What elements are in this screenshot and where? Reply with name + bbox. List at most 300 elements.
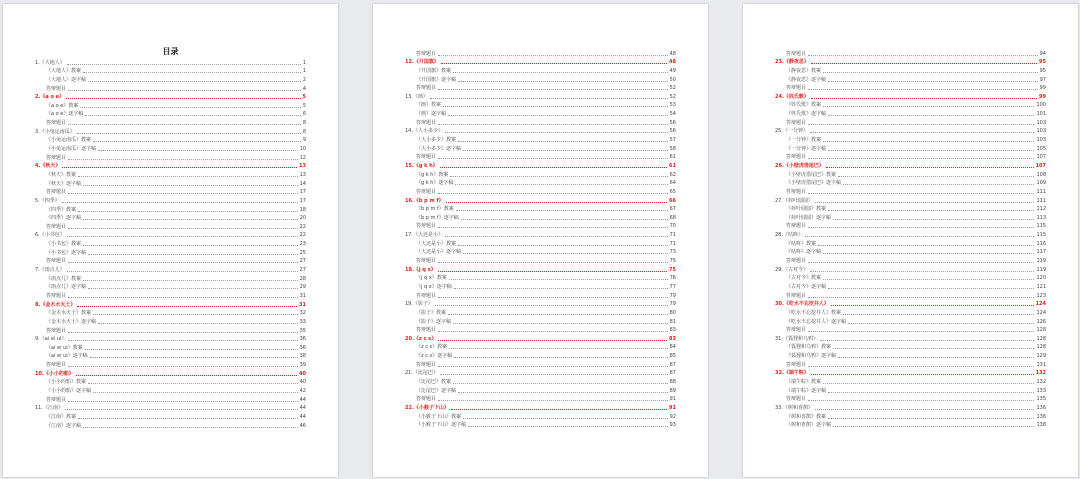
toc-entry-label: 答辩题目 [46,362,67,369]
toc-entry-label: 《升国旗》逐字稿 [416,76,457,83]
toc-sub-entry[interactable] [35,109,306,118]
toc-entry-label: 10.《小小的船》 [35,370,74,377]
toc-chapter-entry[interactable] [35,161,306,170]
toc-page-number: 131 [1036,361,1046,368]
toc-chapter-entry[interactable] [405,160,676,169]
toc-entry-label: 《a o e》教案 [46,102,79,109]
toc-entry-label: 答辩题目 [416,396,437,403]
dot-leader [831,304,1034,306]
toc-sub-entry[interactable] [775,281,1046,290]
toc-question-entry[interactable] [775,394,1046,403]
toc-page-number: 80 [669,309,676,316]
toc-entry-label: 答辩题目 [416,119,437,126]
toc-entry-label: 11.《江南》 [35,405,63,412]
toc-question-entry[interactable] [775,48,1046,57]
dot-leader [68,227,298,229]
toc-sub-entry[interactable] [35,74,306,83]
toc-question-entry[interactable] [405,48,676,57]
toc-entry-label: 答辩题目 [786,396,807,403]
toc-question-entry[interactable] [775,117,1046,126]
toc-entry-label: 20.《z c s》 [405,335,437,342]
toc-sub-entry[interactable] [405,316,676,325]
toc-sub-entry[interactable] [35,169,306,178]
toc-entry-label: 答辩题目 [46,292,67,299]
toc-sub-entry[interactable] [405,134,676,143]
dot-leader [83,279,298,281]
toc-page-number: 138 [1036,422,1046,429]
toc-question-entry[interactable] [775,255,1046,264]
dot-leader [823,140,1034,142]
toc-entry-label: 《端午粽》逐字稿 [786,387,827,394]
dot-leader [438,54,668,56]
toc-page-number: 40 [299,370,306,377]
toc-chapter-entry[interactable] [35,334,306,343]
dot-leader [808,157,1034,159]
toc-chapter-entry[interactable] [405,195,676,204]
toc-entry-label: 答辩题目 [786,292,807,299]
toc-entry-label: 《古对今》教案 [786,275,822,282]
toc-page-number: 79 [669,292,676,299]
toc-question-entry[interactable] [405,394,676,403]
toc-sub-entry[interactable] [35,316,306,325]
toc-page-number: 27 [299,267,306,274]
dot-leader [843,313,1034,315]
dot-leader [68,261,298,263]
toc-page-number: 107 [1036,154,1046,161]
dot-leader [435,304,668,306]
toc-entry-label: 《比尾巴》逐字稿 [416,387,457,394]
toc-sub-entry[interactable] [775,238,1046,247]
toc-page-number: 68 [669,214,676,221]
toc-page-number: 103 [1036,119,1046,126]
toc-question-entry[interactable] [35,359,306,368]
toc-page-number: 20 [299,215,306,222]
toc-sub-entry[interactable] [775,342,1046,351]
dot-leader [843,183,1034,185]
toc-entry-label: 《升国旗》教案 [416,67,452,74]
toc-entry-label: 《z c s》逐字稿 [416,353,453,360]
toc-question-entry[interactable] [405,117,676,126]
toc-page-number: 42 [299,387,306,394]
toc-sub-entry[interactable] [775,143,1046,152]
dot-leader [93,313,298,315]
dot-leader [83,218,298,220]
toc-sub-entry[interactable] [775,100,1046,109]
toc-sub-entry[interactable] [35,135,306,144]
toc-chapter-entry[interactable] [775,264,1046,273]
toc-question-entry[interactable] [775,221,1046,230]
toc-chapter-entry[interactable] [405,91,676,100]
toc-page-number: 9 [302,137,306,144]
toc-entry-label: 《吃水不忘挖井人》逐字稿 [786,318,847,325]
toc-chapter-entry[interactable] [775,160,1046,169]
toc-page-number: 40 [299,379,306,386]
toc-sub-entry[interactable] [775,376,1046,385]
toc-sub-entry[interactable] [775,65,1046,74]
toc-chapter-entry[interactable] [775,402,1046,411]
toc-list [405,48,676,428]
toc-page-number: 17 [299,189,306,196]
document-page-2 [373,4,708,477]
toc-chapter-entry[interactable] [405,229,676,238]
toc-entry-label: 《大小多少》教案 [416,137,457,144]
toc-sub-entry[interactable] [35,351,306,360]
toc-sub-entry[interactable] [405,212,676,221]
dot-leader [458,140,668,142]
toc-sub-entry[interactable] [775,307,1046,316]
toc-question-entry[interactable] [405,290,676,299]
toc-question-entry[interactable] [405,186,676,195]
toc-entry-label: 《吃水不忘挖井人》教案 [786,309,842,316]
toc-question-entry[interactable] [405,255,676,264]
toc-page-number: 61 [669,162,676,169]
toc-entry-label: 《小兔运南瓜》逐字稿 [46,146,97,153]
toc-entry-label: 24.《姓氏歌》 [775,93,809,100]
toc-page-number: 14 [299,180,306,187]
toc-sub-entry[interactable] [775,108,1046,117]
toc-entry-label: 25.《一分钟》 [775,128,808,135]
toc-sub-entry[interactable] [35,308,306,317]
toc-entry-label: 《ai ei ui》教案 [46,344,83,351]
toc-sub-entry[interactable] [405,411,676,420]
dot-leader [445,235,668,237]
toc-question-entry[interactable] [775,290,1046,299]
toc-question-entry[interactable] [35,187,306,196]
toc-entry-label: 《荷叶圆圆》逐字稿 [786,214,832,221]
toc-chapter-entry[interactable] [35,368,306,377]
toc-sub-entry[interactable] [405,376,676,385]
dot-leader [438,365,668,367]
toc-chapter-entry[interactable] [775,195,1046,204]
toc-sub-entry[interactable] [35,411,306,420]
dot-leader [68,339,297,341]
toc-sub-entry[interactable] [405,273,676,282]
toc-page-number: 75 [669,258,676,265]
toc-sub-entry[interactable] [405,100,676,109]
toc-entry-label: 《咕咚》逐字稿 [786,249,822,256]
toc-chapter-entry[interactable] [405,126,676,135]
toc-question-entry[interactable] [35,221,306,230]
toc-entry-label: 《小小的船》逐字稿 [46,387,92,394]
dot-leader [823,105,1034,107]
toc-question-entry[interactable] [405,152,676,161]
toc-sub-entry[interactable] [775,169,1046,178]
dot-leader [808,123,1034,125]
toc-question-entry[interactable] [35,290,306,299]
toc-chapter-entry[interactable] [775,126,1046,135]
toc-entry-label: 《小猴子下山》逐字稿 [416,422,467,429]
toc-page-number: 6 [302,111,306,118]
toc-sub-entry[interactable] [35,178,306,187]
toc-sub-entry[interactable] [405,385,676,394]
dot-leader [828,209,1034,211]
toc-entry-label: 答辩题目 [416,50,437,57]
toc-chapter-entry[interactable] [775,299,1046,308]
toc-question-entry[interactable] [35,325,306,334]
dot-leader [430,97,668,99]
toc-question-entry[interactable] [775,186,1046,195]
toc-sub-entry[interactable] [405,238,676,247]
toc-sub-entry[interactable] [35,143,306,152]
toc-sub-entry[interactable] [35,282,306,291]
toc-sub-entry[interactable] [775,350,1046,359]
toc-entry-label: 17.《大还是小》 [405,232,443,239]
toc-sub-entry[interactable] [405,143,676,152]
toc-entry-label: 答辩题目 [416,223,437,230]
toc-question-entry[interactable] [35,83,306,92]
toc-page-number: 129 [1036,353,1046,360]
toc-chapter-entry[interactable] [775,333,1046,342]
toc-entry-label: 《静夜思》逐字稿 [786,76,827,83]
dot-leader [450,175,667,177]
toc-page-number: 84 [669,344,676,351]
toc-chapter-entry[interactable] [775,368,1046,377]
toc-sub-entry[interactable] [775,420,1046,429]
toc-sub-entry[interactable] [405,108,676,117]
dot-leader [823,278,1034,280]
toc-question-entry[interactable] [775,359,1046,368]
dot-leader [62,201,298,203]
toc-sub-entry[interactable] [405,350,676,359]
toc-chapter-entry[interactable] [405,299,676,308]
dot-leader [808,261,1034,263]
toc-page-number: 92 [669,413,676,420]
toc-page-number: 29 [299,284,306,291]
toc-page-number: 115 [1036,232,1046,239]
toc-entry-label: 《四季》逐字稿 [46,215,82,222]
dot-leader [808,226,1034,228]
toc-sub-entry[interactable] [775,273,1046,282]
toc-entry-label: 《咕咚》教案 [786,240,817,247]
toc-entry-label: 答辩题目 [786,85,807,92]
dot-leader [93,140,301,142]
toc-question-entry[interactable] [405,83,676,92]
dot-leader [828,417,1034,419]
toc-chapter-entry[interactable] [35,264,306,273]
dot-leader [808,365,1034,367]
toc-question-entry[interactable] [775,325,1046,334]
toc-page-number: 44 [299,413,306,420]
toc-page-number: 48 [669,50,676,57]
toc-sub-entry[interactable] [775,411,1046,420]
toc-sub-entry[interactable] [405,247,676,256]
dot-leader [454,287,668,289]
toc-entry-label: 《ai ei ui》逐字稿 [46,353,88,360]
dot-leader [83,426,298,428]
toc-page-number: 58 [669,145,676,152]
dot-leader [455,183,667,185]
dot-leader [828,149,1034,151]
dot-leader [823,252,1034,254]
toc-page-number: 107 [1035,162,1046,169]
toc-chapter-entry[interactable] [35,57,306,66]
toc-chapter-entry[interactable] [405,333,676,342]
dot-leader [463,417,668,419]
toc-entry-label: 28.《咕咚》 [775,232,803,239]
toc-chapter-entry[interactable] [35,299,306,308]
toc-sub-entry[interactable] [35,100,306,109]
dot-leader [85,348,298,350]
dot-leader [453,71,668,73]
dot-leader [838,175,1034,177]
dot-leader [67,63,301,65]
toc-sub-entry[interactable] [405,169,676,178]
dot-leader [90,356,298,358]
toc-entry-label: 2.《a o e》 [35,94,65,101]
toc-entry-label: 《金木水火土》逐字稿 [46,318,97,325]
toc-page-number: 124 [1035,301,1046,308]
toc-page-number: 73 [669,249,676,256]
toc-question-entry[interactable] [35,152,306,161]
toc-sub-entry[interactable] [35,247,306,256]
toc-sub-entry[interactable] [35,385,306,394]
toc-entry-label: 答辩题目 [46,154,67,161]
toc-entry-label: 答辩题目 [416,258,437,265]
toc-page-number: 5 [302,102,306,109]
dot-leader [443,105,668,107]
toc-page-number: 8 [302,128,306,135]
toc-entry-label: 《大地人》逐字稿 [46,76,87,83]
toc-entry-label: 答辩题目 [46,396,67,403]
toc-entry-label: 答辩题目 [416,154,437,161]
toc-entry-label: 13.《画》 [405,93,428,100]
toc-question-entry[interactable] [405,221,676,230]
toc-page-number: 50 [669,76,676,83]
toc-entry-label: 14.《大小多少》 [405,128,443,135]
toc-entry-label: 《小壁虎借尾巴》教案 [786,171,837,178]
toc-entry-label: 答辩题目 [46,258,67,265]
toc-chapter-entry[interactable] [405,368,676,377]
toc-page-number: 83 [669,327,676,334]
toc-sub-entry[interactable] [405,74,676,83]
toc-page-number: 119 [1036,266,1046,273]
toc-page-number: 66 [669,197,676,204]
toc-chapter-entry[interactable] [775,57,1046,66]
toc-chapter-entry[interactable] [35,92,306,101]
toc-question-entry[interactable] [405,325,676,334]
toc-entry-label: 《树和喜鹊》逐字稿 [786,422,832,429]
toc-page-number: 23 [299,241,306,248]
toc-sub-entry[interactable] [35,342,306,351]
toc-chapter-entry[interactable] [35,126,306,135]
toc-sub-entry[interactable] [35,273,306,282]
toc-sub-entry[interactable] [775,204,1046,213]
toc-sub-entry[interactable] [775,134,1046,143]
dot-leader [826,166,1034,168]
toc-question-entry[interactable] [35,256,306,265]
toc-page-number: 100 [1036,102,1046,109]
toc-sub-entry[interactable] [775,316,1046,325]
toc-sub-entry[interactable] [775,178,1046,187]
dot-leader [68,123,301,125]
toc-entry-label: 《一分钟》教案 [786,137,822,144]
dot-leader [93,391,298,393]
toc-sub-entry[interactable] [405,342,676,351]
toc-question-entry[interactable] [405,359,676,368]
dot-leader [441,62,667,64]
toc-question-entry[interactable] [35,117,306,126]
toc-sub-entry[interactable] [405,420,676,429]
toc-page-number: 53 [669,102,676,109]
document-page-3 [743,4,1078,477]
toc-sub-entry[interactable] [35,204,306,213]
toc-sub-entry[interactable] [35,420,306,429]
toc-chapter-entry[interactable] [35,230,306,239]
toc-entry-label: 答辩题目 [786,361,807,368]
toc-chapter-entry[interactable] [405,264,676,273]
toc-entry-label: 27.《荷叶圆圆》 [775,197,813,204]
toc-sub-entry[interactable] [775,212,1046,221]
dot-leader [83,244,298,246]
toc-sub-entry[interactable] [405,65,676,74]
toc-page-number: 123 [1036,292,1046,299]
toc-page-number: 56 [669,119,676,126]
toc-entry-label: 23.《静夜思》 [775,59,809,66]
dot-leader [440,373,668,375]
dot-leader [828,391,1034,393]
toc-chapter-entry[interactable] [35,403,306,412]
toc-sub-entry[interactable] [35,377,306,386]
toc-entry-label: 《g k h》逐字稿 [416,180,454,187]
toc-sub-entry[interactable] [775,247,1046,256]
toc-entry-label: 《小书包》逐字稿 [46,249,87,256]
toc-sub-entry[interactable] [775,74,1046,83]
document-page-1 [3,4,338,477]
toc-entry-label: 《树和喜鹊》教案 [786,413,827,420]
toc-title: 目录 [162,47,179,56]
toc-entry-label: 21.《比尾巴》 [405,370,438,377]
toc-page-number: 35 [299,327,306,334]
toc-chapter-entry[interactable] [775,91,1046,100]
toc-page-number: 48 [669,59,676,66]
toc-question-entry[interactable] [775,83,1046,92]
toc-sub-entry[interactable] [35,213,306,222]
toc-sub-entry[interactable] [405,307,676,316]
toc-sub-entry[interactable] [35,238,306,247]
toc-question-entry[interactable] [775,152,1046,161]
toc-entry-label: 答辩题目 [416,327,437,334]
dot-leader [456,209,668,211]
toc-sub-entry[interactable] [35,66,306,75]
toc-page-number: 70 [669,223,676,230]
toc-entry-label: 15.《g k h》 [405,162,438,169]
toc-entry-label: 《秋天》逐字稿 [46,180,82,187]
dot-leader [453,382,668,384]
toc-sub-entry[interactable] [405,204,676,213]
toc-entry-label: 《大还是小》教案 [416,240,457,247]
toc-chapter-entry[interactable] [405,57,676,66]
dot-leader [438,296,668,298]
toc-entry-label: 《荷叶圆圆》教案 [786,206,827,213]
toc-sub-entry[interactable] [775,385,1046,394]
dot-leader [68,89,301,91]
toc-page-number: 52 [669,93,676,100]
toc-page-number: 76 [669,275,676,282]
toc-sub-entry[interactable] [405,281,676,290]
toc-entry-label: 《小兔运南瓜》教案 [46,137,92,144]
toc-chapter-entry[interactable] [35,195,306,204]
toc-sub-entry[interactable] [405,178,676,187]
dot-leader [815,408,1035,410]
toc-page-number: 10 [299,146,306,153]
toc-chapter-entry[interactable] [775,229,1046,238]
toc-page-number: 49 [669,67,676,74]
toc-entry-label: 答辩题目 [416,361,437,368]
dot-leader [438,123,668,125]
toc-chapter-entry[interactable] [405,402,676,411]
dot-leader [828,287,1034,289]
toc-question-entry[interactable] [35,394,306,403]
